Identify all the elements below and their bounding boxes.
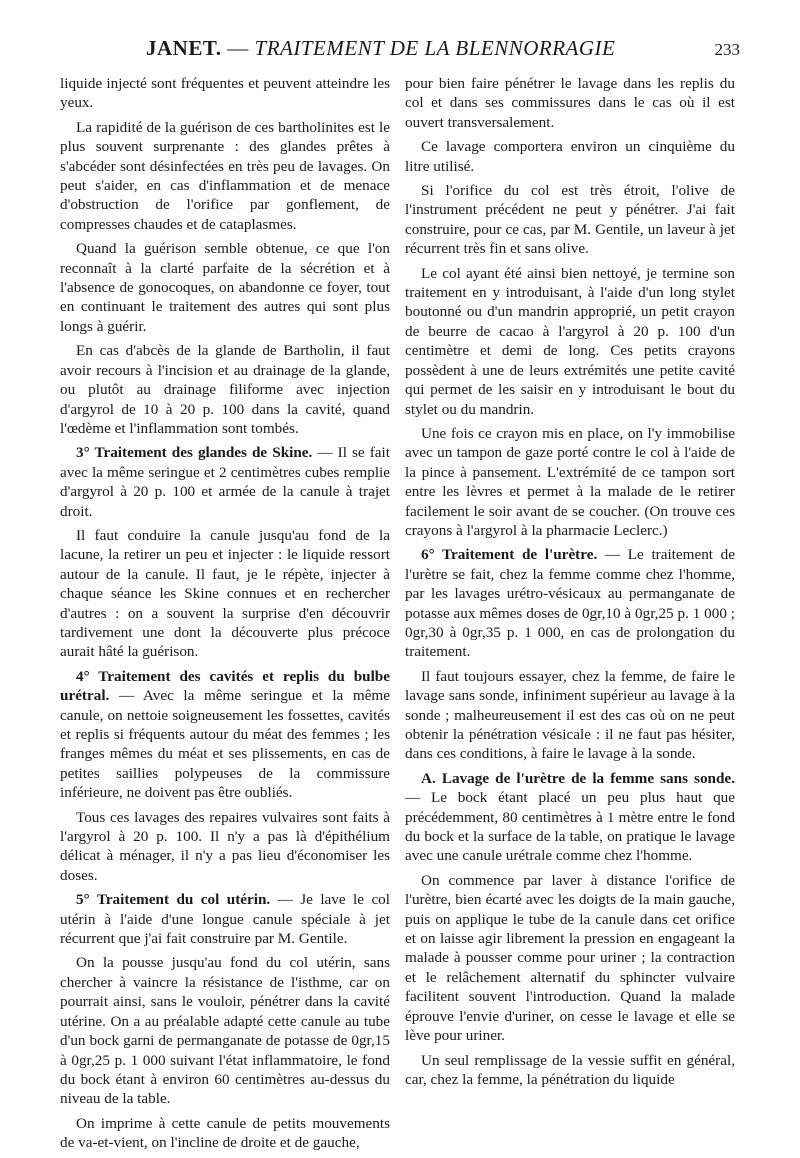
right-column <box>405 74 735 1094</box>
section-paragraph <box>405 545 735 661</box>
continued-paragraph: liquide injecté sont fréquentes et peuvent atteindre les yeux. <box>60 75 390 112</box>
paragraph: Tous ces lavages des repaires vulvaires sont faits à l'argyrol à 20 p. 100. Il n'y a pas là d'épithélium délicat à ménager, il n'y a pas lieu d'économiser les doses. <box>60 808 390 884</box>
paragraph: On la pousse jusqu'au fond du col utérin, sans chercher à vaincre la résistance de l'isthme, car on pourrait ainsi, sans le vouloir, pénétrer dans la cavité utérine. On a au préalable adapté cette canule au tube d'un bock garni de permanganate de potasse de 0gr,15 à 0gr,25 p. 1 000 suivant l'état inflammatoire, le fond du bock étant à environ 60 centimètres au-dessus du niveau de la table. <box>60 954 390 1108</box>
continued-paragraph: pour bien faire pénétrer le lavage dans les replis du col et dans ses commissures dans le cas où il est ouvert transversalement. <box>405 75 735 131</box>
section-heading: 6° Traitement de l'urètre. <box>421 546 598 564</box>
left-column <box>60 74 390 1158</box>
paragraph: Une fois ce crayon mis en place, on l'y immobilise avec un tampon de gaze porté contre le col à l'aide de la pince à pansement. L'extrémité de ce tampon sort entre les lèvres et permet à la malade de le retirer facilement le soir avant de se coucher. (On trouve ces crayons à l'argyrol à la pharmacie Leclerc.) <box>405 424 735 539</box>
header-author: JANET. <box>146 36 222 60</box>
paragraph: Si l'orifice du col est très étroit, l'olive de l'instrument précédent ne peut y pénétrer. J'ai fait construire, pour ce cas, par M. Gentile, un laveur à jet récurrent très fin et sans olive. <box>405 182 735 258</box>
paragraph: Ce lavage comportera environ un cinquième du litre utilisé. <box>405 138 735 175</box>
paragraph: On imprime à cette canule de petits mouvements de va-et-vient, on l'incline de droite et de gauche, <box>60 1114 390 1152</box>
section-heading: A. Lavage de l'urètre de la femme sans sonde. <box>421 769 735 787</box>
paragraph: Quand la guérison semble obtenue, ce que l'on reconnaît à la clarté parfaite de la sécrétion et à l'absence de gonocoques, on abandonne ce foyer, tout en continuant le traitement des autres qui sont plus longs à guérir. <box>60 240 390 335</box>
section-paragraph <box>60 667 390 803</box>
paragraph: La rapidité de la guérison de ces bartholinites est le plus souvent surprenante : des glandes prêtes à s'abcéder sont désinfectées en très peu de lavages. On peut s'aider, en cas d'inflammation et de menace d'obstruction de l'orifice par gonflement, de compresses chaudes et de cataplasmes. <box>60 118 390 233</box>
header-subject: TRAITEMENT DE LA BLENNORRAGIE <box>254 36 616 60</box>
section-paragraph <box>60 443 390 521</box>
section-text: — Avec la même seringue et la même canule, on nettoie soigneusement les fossettes, cavités et replis si fréquents autour du méat des femmes ; les franges mêmes du méat et ses plissements, en cas de petites saillies polypeuses de la commissure inférieure, ne doivent pas être oubliés. <box>60 687 390 802</box>
section-text: — Le traitement de l'urètre se fait, chez la femme comme chez l'homme, par les lavages urétro-vésicaux au permanganate de potasse aux mêmes doses de 0gr,10 à 0gr,25 p. 1 000 ; 0gr,30 à 0gr,35 p. 1 000, en cas de prolongation du traitement. <box>405 546 735 661</box>
section-heading: 4° Traitement des cavités et replis du bulbe urétral. <box>60 667 390 705</box>
running-header <box>60 36 740 70</box>
section-text: — Il se fait avec la même seringue et 2 centimètres cubes remplie d'argyrol à 20 p. 100 et armée de la canule à trajet droit. <box>60 444 390 520</box>
section-heading: 3° Traitement des glandes de Skine. <box>76 444 313 462</box>
section-text: — Je lave le col utérin à l'aide d'une longue canule spéciale à jet récurrent que j'ai fait construire par M. Gentile. <box>60 891 390 948</box>
paragraph: En cas d'abcès de la glande de Bartholin, il faut avoir recours à l'incision et au drainage de la glande, ou plutôt au drainage filiforme avec injection d'argyrol de 10 à 20 p. 100 dans la cavité, quand l'œdème et l'inflammation sont tombés. <box>60 342 390 437</box>
paragraph: On commence par laver à distance l'orifice de l'urètre, bien écarté avec les doigts de la main gauche, puis on applique le tube de la canule dans cet orifice et on laisse agir librement la pression en engageant la malade à pousser comme pour uriner ; la contraction et le relâchement alternatif du sphincter vulvaire facilitent souvent l'introduction. Quand la malade éprouve l'envie d'uriner, on cesse le lavage et elle se lève pour uriner. <box>405 871 735 1045</box>
paragraph: Il faut conduire la canule jusqu'au fond de la lacune, la retirer un peu et injecter : le liquide ressort autour de la canule. Il faut, je le répète, injecter à chaque séance les Skine connues et en rechercher d'autres : on a souvent la surprise d'en découvrir tardivement une dont la découverte plus précoce aurait hâté la guérison. <box>60 526 390 661</box>
section-paragraph <box>405 769 735 866</box>
running-title <box>146 36 615 61</box>
paragraph: Il faut toujours essayer, chez la femme, de faire le lavage sans sonde, infiniment supérieur au lavage à la sonde ; malheureusement il est des cas où on ne peut obtenir la pénétration vésicale : il ne faut pas hésiter, dans ces conditions, à faire le lavage à la sonde. <box>405 667 735 763</box>
header-separator: — <box>221 36 255 60</box>
section-heading: 5° Traitement du col utérin. <box>76 891 271 909</box>
page-number: 233 <box>714 40 740 59</box>
paragraph: Un seul remplissage de la vessie suffit en général, car, chez la femme, la pénétration du liquide <box>405 1051 735 1088</box>
paragraph: Le col ayant été ainsi bien nettoyé, je termine son traitement en y introduisant, à l'aide d'un long stylet boutonné ou d'un mandrin approprié, un petit crayon de beurre de cacao à l'argyrol à 20 p. 100 d'un centimètre et demi de long. Ces petits crayons possèdent à une de leurs extrémités une petite cavité qui permet de les saisir en y introduisant le bout du stylet ou du mandrin. <box>405 264 735 418</box>
section-text: — Le bock étant placé un peu plus haut que précédemment, 80 centimètres à 1 mètre entre le fond du bock et la surface de la table, on pratique le lavage avec une canule urétrale comme chez l'homme. <box>405 789 735 865</box>
section-paragraph <box>60 890 390 948</box>
